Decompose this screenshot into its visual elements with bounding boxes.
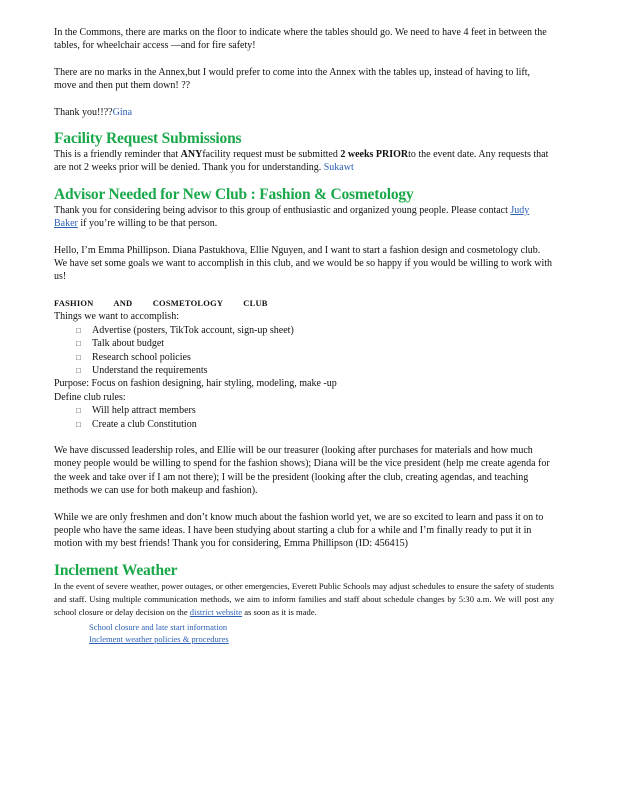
advisor-heading: Advisor Needed for New Club : Fashion & Cosmetology [54,185,414,203]
facility-text-3: to the event date. Any requests that are not 2 weeks prior will be denied. Thank you for understanding. [54,149,549,174]
things-label: Things we want to accomplish: [54,311,179,323]
closing-paragraph: While we are only freshmen and don’t know much about the fashion world yet, we are so excited to learn and pass it on to people who have the same ideas. I have been studying about starting a club for a while and I’m finally ready to put it in motion with my best friends! Thank you for considering, Emma Phillipson (ID: 456415) [54,511,544,550]
district-website-link[interactable]: district website [189,606,243,617]
annex-paragraph: There are no marks in the Annex,but I would prefer to come into the Annex with the tables up, instead of having to lift, move and then put them down! ?? [54,66,530,92]
things-list [54,324,554,378]
facility-text-2: facility request must be submitted [202,149,341,161]
advisor-text-2: if you’re willing to be that person. [77,218,218,230]
list-item: □ Research school policies [76,351,554,364]
thanks-text: Thank you!!?? [54,106,113,118]
document-page [54,26,554,645]
purpose-line: Purpose: Focus on fashion designing, hair styling, modeling, make -up [54,378,337,390]
signature-gina: Gina [112,106,133,118]
list-item: □ Will help attract members [76,404,554,417]
advisor-text-1: Thank you for considering being advisor to this group of enthusiastic and organized young people. Please contact [54,204,511,216]
club-heading: FASHION AND COSMETOLOGY CLUB [54,297,268,308]
weather-text-2: as soon as it is made. [242,606,317,617]
school-closure-link[interactable]: School closure and late start information [89,621,228,632]
commons-paragraph: In the Commons, there are marks on the floor to indicate where the tables should go. We need to have 4 feet in between the tables, for wheelchair access —and for fire safety! [54,27,547,52]
facility-text-1: This is a friendly reminder that [54,149,181,161]
facility-weeks: 2 weeks PRIOR [340,149,409,161]
list-item: □ Advertise (posters, TikTok account, sign-up sheet) [76,324,554,337]
weather-links [54,621,554,645]
intro-paragraph: Hello, I’m Emma Phillipson. Diana Pastukhova, Ellie Nguyen, and I want to start a fashion design and cosmetology club. We have set some goals we want to accomplish in this club, and we would be so happy if you would be willing to work with us! [54,244,552,283]
facility-paragraph [54,148,554,175]
thanks-line [54,106,554,119]
weather-policies-link[interactable]: Inclement weather policies & procedures [89,633,229,644]
signature-sukawt: Sukawt [323,162,354,174]
facility-any: ANY [180,149,203,161]
weather-heading: Inclement Weather [54,561,178,579]
weather-text-1: In the event of severe weather, power outages, or other emergencies, Everett Public Schools may adjust schedules to ensure the safety of students and staff. Using multiple communication methods, we aim to inform families and staff about schedule changes by 5:30 a.m. We will post any school closure or delay decision on the [54,580,554,617]
advisor-paragraph [54,204,554,231]
list-item: □ Talk about budget [76,337,554,350]
list-item: □ Create a club Constitution [76,418,554,431]
facility-heading: Facility Request Submissions [54,130,242,148]
rules-list [54,404,554,431]
list-item: □ Understand the requirements [76,364,554,377]
judy-baker-link[interactable]: Judy Baker [54,204,530,230]
rules-label: Define club rules: [54,391,126,403]
weather-paragraph [54,580,554,619]
leadership-paragraph: We have discussed leadership roles, and Ellie will be our treasurer (looking after purchases for materials and how much money people would be willing to spend for the fashion shows); Diana will be the vice president (help me create agenda for the week and take over if I am not there); I will be the president (looking after the club, creating agendas, and teaching methods we can use for both makeup and fashion). [54,444,550,497]
